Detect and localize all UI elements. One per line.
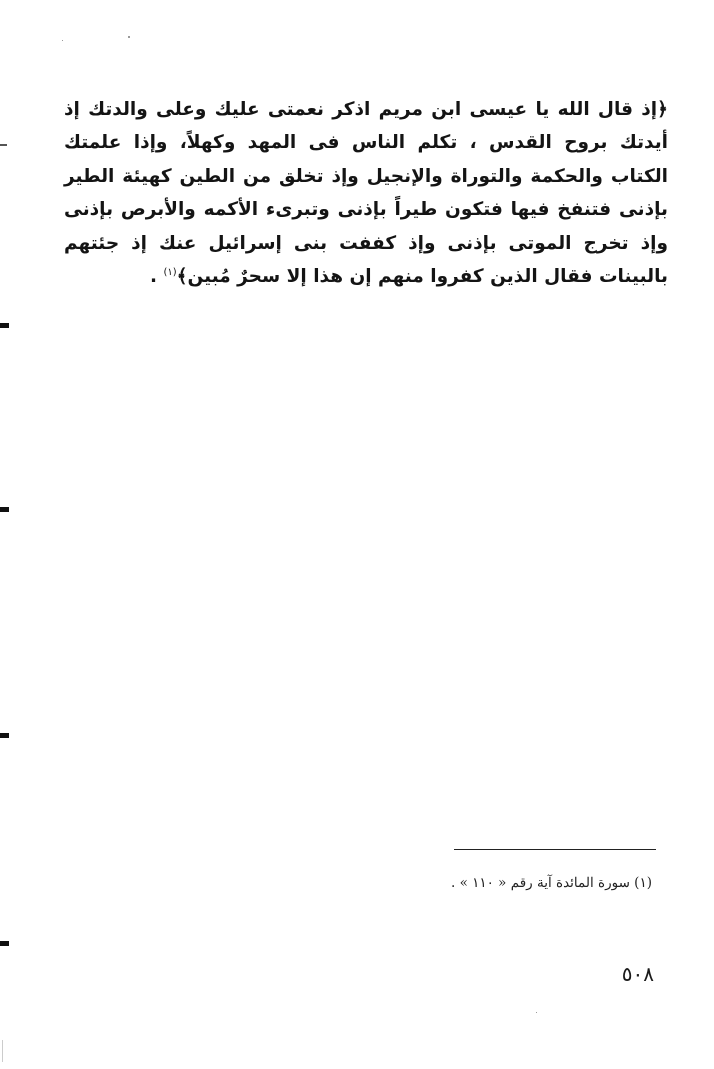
footnote: (١) سورة المائدة آية رقم « ١١٠ » . bbox=[450, 875, 652, 891]
verse-end-mark: . bbox=[150, 266, 164, 287]
footnote-reference: (١) bbox=[163, 266, 177, 278]
scan-speck bbox=[62, 40, 63, 41]
scan-edge-line bbox=[2, 1040, 3, 1062]
footnote-separator bbox=[454, 849, 656, 850]
page-number: ٥٠٨ bbox=[621, 962, 654, 986]
scan-speck bbox=[128, 36, 130, 38]
binding-edge-mark bbox=[0, 507, 9, 512]
quran-verse-paragraph bbox=[64, 93, 668, 294]
binding-edge-mark bbox=[0, 941, 9, 946]
binding-edge-mark bbox=[0, 144, 7, 146]
scan-speck bbox=[536, 1012, 537, 1013]
verse-text: ﴿إذ قال الله يا عيسى ابن مريم اذكر نعمتى عليك وعلى والدتك إذ أيدتك بروح القدس ، تكلم الناس فى المهد وكهلاً، وإذا علمتك الكتاب والحكمة والتوراة والإنجيل وإذ تخلق من الطين كهيئة الطير بإذنى فتنفخ فيها فتكون طيراً بإذنى وتبرىء الأكمه والأبرص بإذنى وإذ تخرج الموتى بإذنى وإذ كففت بنى إسرائيل عنك إذ جئتهم بالبينات فقال الذين كفروا منهم إن هذا إلا سحرٌ مُبين﴾ bbox=[64, 98, 668, 287]
binding-edge-mark bbox=[0, 733, 9, 738]
binding-edge-mark bbox=[0, 323, 9, 328]
